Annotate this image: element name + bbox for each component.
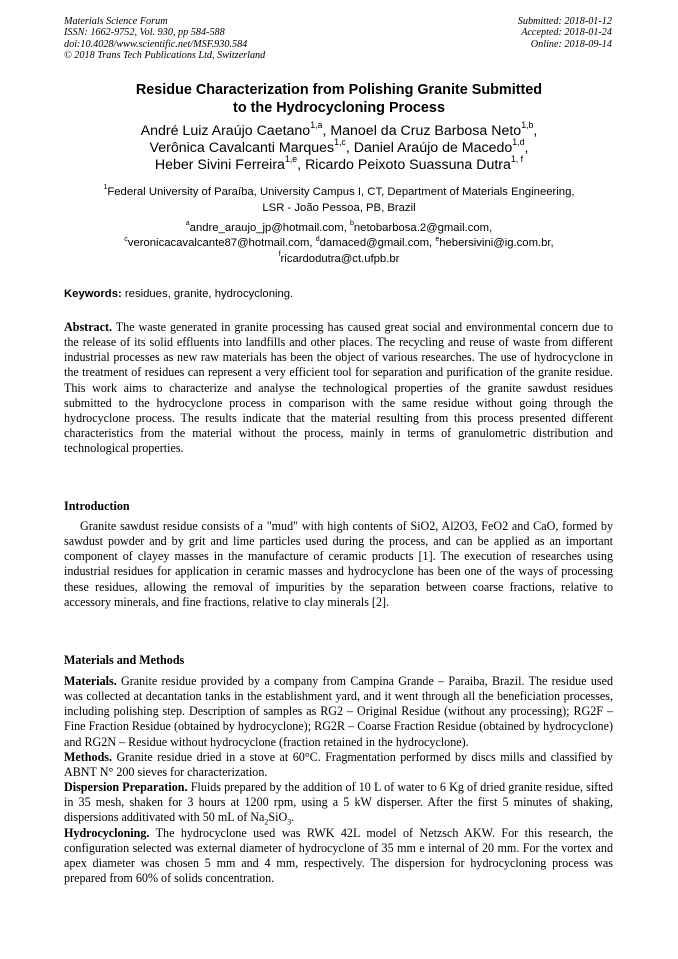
author-name: Manoel da Cruz Barbosa Neto xyxy=(330,123,522,139)
title-line-1: Residue Characterization from Polishing Granite Submitted xyxy=(135,82,543,98)
author-affil-mark: 1,c xyxy=(334,137,346,148)
materials-label: Materials. xyxy=(64,674,117,688)
keywords-text: residues, granite, hydrocycloning. xyxy=(124,288,294,300)
section-heading-introduction: Introduction xyxy=(64,499,130,513)
author-affil-mark: 1,d xyxy=(512,137,525,148)
submission-dates xyxy=(518,16,612,50)
keywords-label: Keywords: xyxy=(64,288,122,300)
email-mark: b xyxy=(349,220,354,228)
author-affil-mark: 1, f xyxy=(510,154,524,165)
author-affil-mark: 1,b xyxy=(521,119,534,130)
dispersion-text: Fluids prepared by the addition of 10 L of water to 6 Kg of dried granite residue, sifted in 35 mesh, shaken for 3 hours at 1200 rpm, using a 5 kW disperser. After the first 5 minutes of shaking, dispersions additivated with 50 mL of Na xyxy=(64,780,613,825)
introduction-text: Granite sawdust residue consists of a "mud" with high contents of SiO2, Al2O3, FeO2 and CaO, formed by sawdust powder and by grit and lime particles used during the process, and can be applied as an important component of clayey masses in the manufacture of ceramic products [1]. The execution of researches using industrial residues for application in ceramic masses and hydrocyclone has been one of the ways of processing these residues, allowing the removal of impurities by the separation between coarse fractions, relative to accessory minerals, and fine fractions, relative to clay minerals [2]. xyxy=(64,519,613,609)
email-link[interactable]: netobarbosa.2@gmail.com, xyxy=(353,222,493,234)
dispersion-end: . xyxy=(291,810,295,825)
email-link[interactable]: ricardodutra@ct.ufpb.br xyxy=(280,252,400,265)
author-list: André Luiz Araújo Caetano$^{1,a}$, Manoel da Cruz Barbosa Neto$^{1,b}$, Verônica Cavalcanti Marques$^{1,c}$, Daniel Araújo de Macedo$^{1,d}$, Heber Sivini Ferreira$^{1,e}$, Ricardo Peixoto Suassuna Dutra$^{1, f}$ xyxy=(140,119,538,174)
paper-title xyxy=(40,82,638,117)
author-affil-mark: 1,e xyxy=(284,154,298,165)
author-emails xyxy=(30,221,648,267)
methods-text: Granite residue dried in a stove at 60°C. Fragmentation performed by discs mills and classified by ABNT N° 200 sieves for characterization. xyxy=(64,749,613,779)
submitted-date: Submitted: 2018-01-12 xyxy=(517,16,612,27)
abstract-label: Abstract. xyxy=(64,320,113,334)
materials-methods xyxy=(64,674,613,886)
journal-doi: doi:10.4028/www.scientific.net/MSF.930.584 xyxy=(64,38,248,50)
accepted-date: Accepted: 2018-01-24 xyxy=(521,27,612,39)
author-name: Ricardo Peixoto Suassuna Dutra xyxy=(305,157,511,174)
online-date: Online: 2018-09-14 xyxy=(530,38,612,50)
email-mark: c xyxy=(124,235,128,243)
journal-info xyxy=(64,16,265,62)
journal-copyright: © 2018 Trans Tech Publications Ltd, Switzerland xyxy=(64,50,266,62)
email-mark: d xyxy=(315,235,320,243)
affiliation-line-1: Federal University of Paraíba, University Campus I, CT, Department of Materials Engineering, xyxy=(107,186,575,198)
email-link[interactable]: veronicacavalcante87@hotmail.com, xyxy=(127,237,313,250)
email-mark: a xyxy=(185,220,190,228)
email-link[interactable]: hebersivini@ig.com.br, xyxy=(439,237,554,250)
author-name: Daniel Araújo de Macedo xyxy=(353,140,513,157)
author-name: André Luiz Araújo Caetano xyxy=(140,123,311,139)
dispersion-label: Dispersion Preparation. xyxy=(64,780,188,795)
introduction xyxy=(64,519,613,610)
email-mark: e xyxy=(435,235,440,243)
affiliation xyxy=(30,185,648,216)
affiliation-line-2: LSR - João Pessoa, PB, Brazil xyxy=(262,201,416,214)
journal-name: Materials Science Forum xyxy=(64,16,168,27)
formula-subscript: 3 xyxy=(287,817,292,827)
formula-subscript: 2 xyxy=(264,817,269,827)
author-name: Heber Sivini Ferreira xyxy=(154,157,285,174)
author-name: Verônica Cavalcanti Marques xyxy=(149,140,335,157)
email-link[interactable]: andre_araujo_jp@hotmail.com, xyxy=(189,222,347,234)
author-affil-mark: 1,a xyxy=(310,119,323,130)
methods-label: Methods. xyxy=(64,749,113,764)
section-heading-materials-methods: Materials and Methods xyxy=(64,653,185,667)
email-link[interactable]: damaced@gmail.com, xyxy=(319,237,433,250)
title-line-2: to the Hydrocycloning Process xyxy=(233,99,445,116)
formula-part: SiO xyxy=(268,810,288,825)
keywords xyxy=(64,287,624,301)
abstract xyxy=(64,320,613,456)
affiliation-mark: 1 xyxy=(103,184,108,192)
email-mark: f xyxy=(278,251,281,258)
journal-issn: ISSN: 1662-9752, Vol. 930, pp 584-588 xyxy=(64,27,225,39)
materials-text: Granite residue provided by a company from Campina Grande – Paraiba, Brazil. The residue used was collected at decantation tanks in the establishment yard, and it went through all the beneficiation processes, including polishing step. Description of samples as RG2 – Original Residue (without any processing); RG2F – Fine Fraction Residue (obtained by hydrocyclone); RG2R – Coarse Fraction Residue (obtained by hydrocyclone) and RG2N – Residue without hydrocyclone (fraction retained in the hydrocyclone). xyxy=(64,674,613,749)
hydrocycloning-text: The hydrocyclone used was RWK 42L model of Netzsch AKW. For this research, the configuration selected was external diameter of hydrocyclone of 35 mm e internal of 20 mm. For the vortex and apex diameter was chosen 5 mm and 4 mm, respectively. The dispersion for hydrocycloning process was prepared from 60% of solids concentration. xyxy=(64,825,613,886)
abstract-text: The waste generated in granite processing has caused great social and environmental concern due to the release of its solid effluents into landfills and other places. The recycling and reuse of waste from different industrial processes as new raw materials has been the object of various researches. The use of hydrocyclone in the treatment of residues can represent a very efficient tool for separation and purification of the granite residue. This work aims to characterize and analyse the technological properties of the granite sawdust residues submitted to the hydrocyclone process in comparison with the same residue without going through the hydrocyclone process. The results indicate that the material resulting from this process presented different characteristics from the material without the process, mainly in terms of granulometric distribution and technological properties. xyxy=(64,320,613,456)
hydrocycloning-label: Hydrocycloning. xyxy=(64,825,150,840)
